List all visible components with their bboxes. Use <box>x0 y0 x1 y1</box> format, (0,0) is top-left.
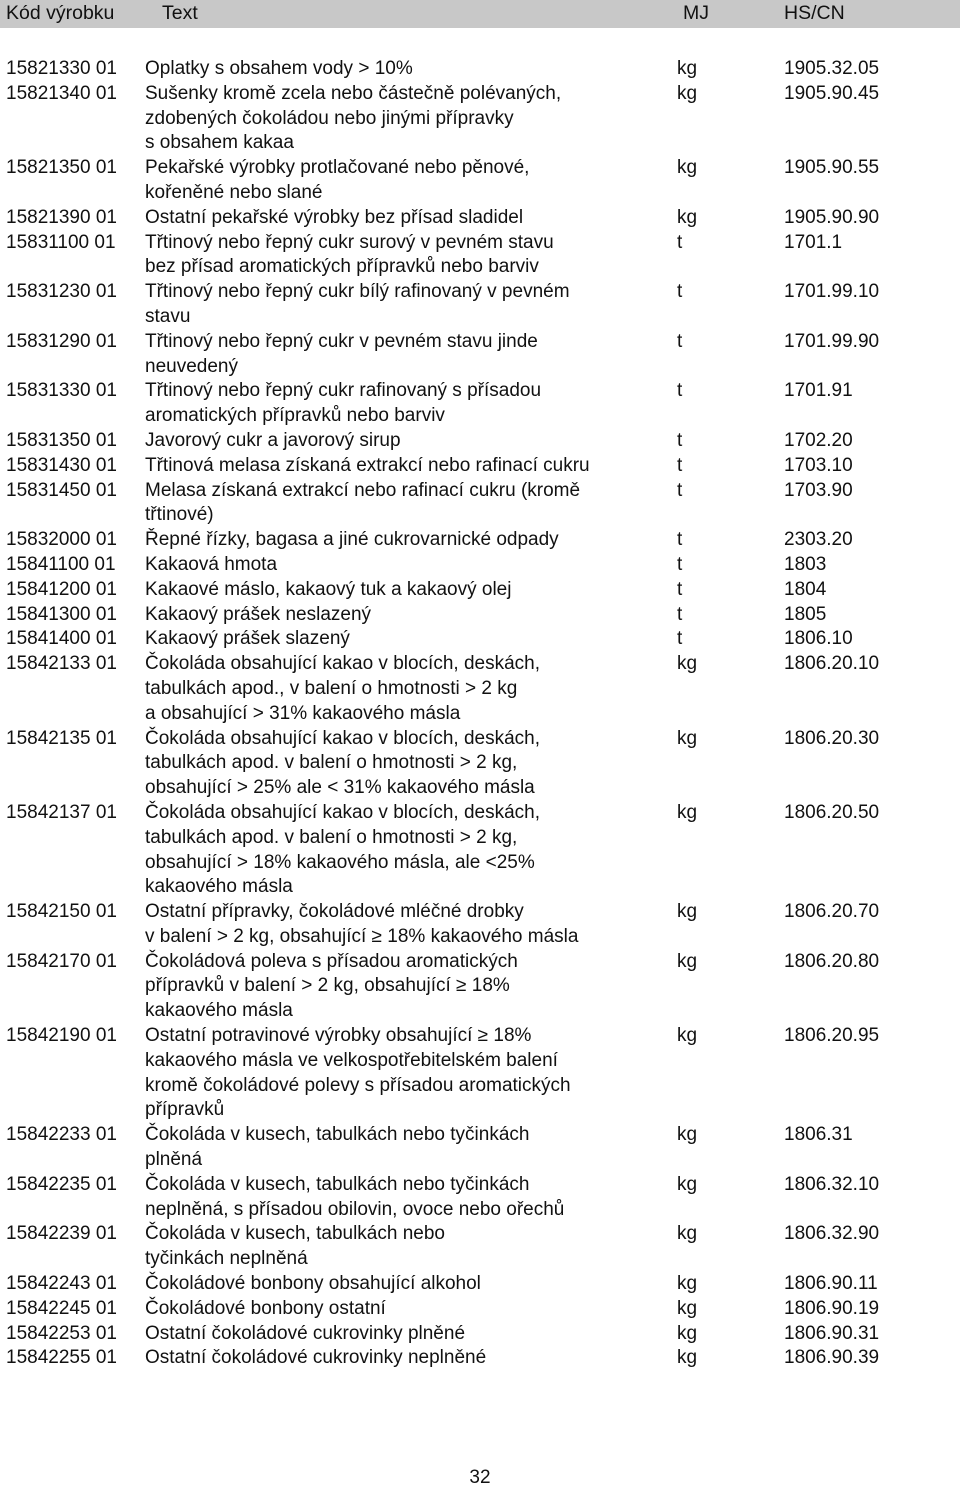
description-line: obsahující > 25% ale < 31% kakaového másla <box>145 777 535 799</box>
unit: kg <box>677 157 698 179</box>
table-row <box>0 900 960 950</box>
hs-cn-code: 1806.20.30 <box>784 727 880 749</box>
description-line: Javorový cukr a javorový sirup <box>145 429 401 451</box>
page-number: 32 <box>469 1467 491 1488</box>
product-description <box>145 578 665 603</box>
table-row <box>0 479 960 529</box>
table-row <box>0 727 960 801</box>
product-description <box>145 603 665 628</box>
table-row <box>0 1123 960 1173</box>
product-code: 15841400 01 <box>6 628 117 650</box>
unit: t <box>677 628 683 650</box>
unit: t <box>677 603 683 625</box>
unit: t <box>677 553 683 575</box>
product-description <box>145 1346 665 1371</box>
table-row <box>0 1024 960 1123</box>
product-code: 15842170 01 <box>6 950 117 972</box>
product-code: 15831100 01 <box>6 231 116 253</box>
description-line: Čokoládové bonbony obsahující alkohol <box>145 1273 481 1295</box>
product-description <box>145 1322 665 1347</box>
description-line: kakaového másla ve velkospotřebitelském balení <box>145 1049 558 1071</box>
description-line: Kakaová hmota <box>145 553 278 575</box>
product-description <box>145 950 665 1024</box>
hs-cn-code: 1806.32.90 <box>784 1223 880 1245</box>
unit: kg <box>677 1124 698 1146</box>
unit: kg <box>677 901 698 923</box>
hs-cn-code: 2303.20 <box>784 529 853 551</box>
description-line: Čokoládová poleva s přísadou aromatických <box>145 950 518 972</box>
product-description <box>145 1173 665 1223</box>
description-line: Kakaový prášek slazený <box>145 628 350 650</box>
unit: t <box>677 281 683 303</box>
unit: t <box>677 231 683 253</box>
table-row <box>0 528 960 553</box>
hs-cn-code: 1806.10 <box>784 628 853 650</box>
table-row <box>0 603 960 628</box>
product-code: 15831290 01 <box>6 330 117 352</box>
hs-cn-code: 1804 <box>784 578 827 600</box>
product-description <box>145 553 665 578</box>
product-code: 15842239 01 <box>6 1223 117 1245</box>
table-row <box>0 1322 960 1347</box>
hs-cn-code: 1806.31 <box>784 1124 853 1146</box>
table-row <box>0 1173 960 1223</box>
unit: t <box>677 529 683 551</box>
product-description <box>145 727 665 801</box>
description-line: Pekařské výrobky protlačované nebo pěnové, <box>145 157 530 179</box>
table-row <box>0 82 960 156</box>
hs-cn-code: 1806.20.70 <box>784 901 880 923</box>
description-line: kakaového másla <box>145 876 293 898</box>
hs-cn-code: 1806.90.19 <box>784 1297 880 1319</box>
product-description <box>145 454 665 479</box>
description-line: neplněná, s přísadou obilovin, ovoce nebo ořechů <box>145 1198 565 1220</box>
table-row <box>0 454 960 479</box>
header-unit: MJ <box>683 2 709 24</box>
description-line: Třtinový nebo řepný cukr v pevném stavu jinde <box>145 330 538 352</box>
hs-cn-code: 1701.91 <box>784 380 853 402</box>
description-line: Oplatky s obsahem vody > 10% <box>145 58 413 79</box>
table-row <box>0 330 960 380</box>
unit: kg <box>677 1297 698 1319</box>
unit: kg <box>677 1322 698 1344</box>
description-line: Čokoládové bonbony ostatní <box>145 1297 386 1319</box>
hs-cn-code: 1905.90.55 <box>784 157 880 179</box>
product-description <box>145 801 665 900</box>
table-row <box>0 280 960 330</box>
hs-cn-code: 1701.99.10 <box>784 281 880 303</box>
description-line: s obsahem kakaa <box>145 132 294 154</box>
hs-cn-code: 1701.99.90 <box>784 330 880 352</box>
unit: kg <box>677 727 698 749</box>
product-description <box>145 900 665 950</box>
description-line: Kakaový prášek neslazený <box>145 603 372 625</box>
description-line: Ostatní pekařské výrobky bez přísad sladidel <box>145 206 524 228</box>
table-row <box>0 156 960 206</box>
table-row <box>0 379 960 429</box>
description-line: aromatických přípravků nebo barviv <box>145 405 445 427</box>
hs-cn-code: 1806.90.11 <box>784 1273 878 1295</box>
hs-cn-code: 1805 <box>784 603 827 625</box>
product-code: 15821350 01 <box>6 157 117 179</box>
description-line: zdobených čokoládou nebo jinými přípravky <box>145 107 514 129</box>
product-code: 15842235 01 <box>6 1173 117 1195</box>
description-line: Třtinový nebo řepný cukr surový v pevném stavu <box>145 231 554 253</box>
product-code: 15821340 01 <box>6 82 117 104</box>
product-code: 15842135 01 <box>6 727 117 749</box>
description-line: Melasa získaná extrakcí nebo rafinací cukru (kromě <box>145 479 581 501</box>
unit: kg <box>677 950 698 972</box>
description-line: Třtinový nebo řepný cukr bílý rafinovaný v pevném <box>145 281 570 303</box>
table-body <box>0 57 960 1371</box>
product-code: 15842243 01 <box>6 1273 117 1295</box>
unit: t <box>677 429 683 451</box>
product-description <box>145 1272 665 1297</box>
product-code: 15842233 01 <box>6 1124 117 1146</box>
description-line: kromě čokoládové polevy s přísadou aromatických <box>145 1074 571 1096</box>
product-code: 15842190 01 <box>6 1025 117 1047</box>
hs-cn-code: 1806.20.10 <box>784 653 880 675</box>
description-line: Třtinový nebo řepný cukr rafinovaný s přísadou <box>145 380 542 402</box>
description-line: a obsahující > 31% kakaového másla <box>145 702 461 724</box>
unit: kg <box>677 1173 698 1195</box>
product-description <box>145 429 665 454</box>
description-line: Sušenky kromě zcela nebo částečně polévaných, <box>145 82 562 104</box>
unit: kg <box>677 1273 698 1295</box>
unit: t <box>677 578 683 600</box>
description-line: přípravků <box>145 1099 225 1121</box>
table-row <box>0 627 960 652</box>
description-line: Čokoláda v kusech, tabulkách nebo tyčinkách <box>145 1173 530 1195</box>
product-description <box>145 1297 665 1322</box>
product-code: 15842253 01 <box>6 1322 117 1344</box>
product-code: 15842245 01 <box>6 1297 117 1319</box>
table-row <box>0 1346 960 1371</box>
product-code: 15821390 01 <box>6 206 117 228</box>
unit: kg <box>677 1025 698 1047</box>
hs-cn-code: 1905.90.45 <box>784 82 880 104</box>
description-line: Kakaové máslo, kakaový tuk a kakaový olej <box>145 578 512 600</box>
unit: t <box>677 479 683 501</box>
unit: t <box>677 454 683 476</box>
description-line: Čokoláda v kusech, tabulkách nebo tyčinkách <box>145 1124 530 1146</box>
unit: kg <box>677 206 698 228</box>
table-row <box>0 206 960 231</box>
hs-cn-code: 1806.20.50 <box>784 801 880 823</box>
description-line: kořeněné nebo slané <box>145 181 323 203</box>
table-row <box>0 57 960 82</box>
product-code: 15832000 01 <box>6 529 117 551</box>
description-line: třtinové) <box>145 504 214 526</box>
description-line: tabulkách apod. v balení o hmotnosti > 2 kg, <box>145 826 518 848</box>
product-code: 15842150 01 <box>6 901 117 923</box>
header-hs-code: HS/CN <box>784 2 845 24</box>
description-line: kakaového másla <box>145 1000 293 1022</box>
description-line: obsahující > 18% kakaového másla, ale <25% <box>145 851 535 873</box>
table-row <box>0 231 960 281</box>
table-row <box>0 652 960 726</box>
hs-cn-code: 1703.10 <box>784 454 853 476</box>
product-code: 15831450 01 <box>6 479 117 501</box>
table-row <box>0 801 960 900</box>
product-description <box>145 627 665 652</box>
header-code: Kód výrobku <box>6 2 115 24</box>
product-description <box>145 206 665 231</box>
product-description <box>145 1024 665 1123</box>
description-line: přípravků v balení > 2 kg, obsahující ≥ 18% <box>145 975 510 997</box>
product-description <box>145 1222 665 1272</box>
product-description <box>145 330 665 380</box>
product-code: 15841100 01 <box>6 553 116 575</box>
table-row <box>0 1297 960 1322</box>
product-description <box>145 1123 665 1173</box>
product-code: 15831330 01 <box>6 380 117 402</box>
header-text: Text <box>162 2 198 24</box>
description-line: Čokoláda obsahující kakao v blocích, deskách, <box>145 801 541 823</box>
product-description <box>145 528 665 553</box>
unit: kg <box>677 82 698 104</box>
description-line: Čokoláda v kusech, tabulkách nebo <box>145 1223 445 1245</box>
description-line: Čokoláda obsahující kakao v blocích, deskách, <box>145 727 541 749</box>
product-code: 15841200 01 <box>6 578 117 600</box>
hs-cn-code: 1806.20.80 <box>784 950 880 972</box>
hs-cn-code: 1803 <box>784 553 827 575</box>
description-line: Třtinová melasa získaná extrakcí nebo rafinací cukru <box>145 454 590 476</box>
product-code: 15842137 01 <box>6 801 117 823</box>
unit: t <box>677 380 683 402</box>
product-description <box>145 379 665 429</box>
table-row <box>0 429 960 454</box>
description-line: tabulkách apod. v balení o hmotnosti > 2 kg, <box>145 752 518 774</box>
hs-cn-code: 1701.1 <box>784 231 843 253</box>
unit: kg <box>677 1347 698 1369</box>
description-line: Ostatní přípravky, čokoládové mléčné drobky <box>145 901 524 923</box>
description-line: stavu <box>145 305 191 327</box>
table-row <box>0 1272 960 1297</box>
description-line: Ostatní potravinové výrobky obsahující ≥ 18% <box>145 1025 532 1047</box>
product-description <box>145 57 665 82</box>
product-description <box>145 652 665 726</box>
hs-cn-code: 1806.90.39 <box>784 1347 880 1369</box>
product-description <box>145 156 665 206</box>
product-description <box>145 280 665 330</box>
product-description <box>145 231 665 281</box>
table-row <box>0 1222 960 1272</box>
product-code: 15831430 01 <box>6 454 117 476</box>
description-line: neuvedený <box>145 355 238 377</box>
unit: kg <box>677 58 698 79</box>
table-header <box>0 0 960 28</box>
unit: t <box>677 330 683 352</box>
hs-cn-code: 1905.32.05 <box>784 58 880 79</box>
description-line: tyčinkách neplněná <box>145 1248 308 1270</box>
unit: kg <box>677 653 698 675</box>
unit: kg <box>677 1223 698 1245</box>
table-row <box>0 950 960 1024</box>
table-row <box>0 553 960 578</box>
hs-cn-code: 1806.32.10 <box>784 1173 880 1195</box>
product-code: 15842255 01 <box>6 1347 117 1369</box>
product-description <box>145 82 665 156</box>
description-line: tabulkách apod., v balení o hmotnosti > 2 kg <box>145 677 518 699</box>
product-code: 15831230 01 <box>6 281 117 303</box>
description-line: Ostatní čokoládové cukrovinky plněné <box>145 1322 466 1344</box>
hs-cn-code: 1905.90.90 <box>784 206 880 228</box>
product-code: 15841300 01 <box>6 603 117 625</box>
unit: kg <box>677 801 698 823</box>
product-code: 15842133 01 <box>6 653 117 675</box>
hs-cn-code: 1703.90 <box>784 479 853 501</box>
description-line: bez přísad aromatických přípravků nebo barviv <box>145 256 539 278</box>
hs-cn-code: 1806.90.31 <box>784 1322 880 1344</box>
table-row <box>0 578 960 603</box>
product-code: 15831350 01 <box>6 429 117 451</box>
product-description <box>145 479 665 529</box>
hs-cn-code: 1806.20.95 <box>784 1025 880 1047</box>
description-line: plněná <box>145 1149 203 1171</box>
description-line: v balení > 2 kg, obsahující ≥ 18% kakaového másla <box>145 925 579 947</box>
product-code: 15821330 01 <box>6 58 117 79</box>
description-line: Ostatní čokoládové cukrovinky neplněné <box>145 1347 487 1369</box>
hs-cn-code: 1702.20 <box>784 429 853 451</box>
description-line: Čokoláda obsahující kakao v blocích, deskách, <box>145 653 541 675</box>
description-line: Řepné řízky, bagasa a jiné cukrovarnické odpady <box>145 529 559 551</box>
